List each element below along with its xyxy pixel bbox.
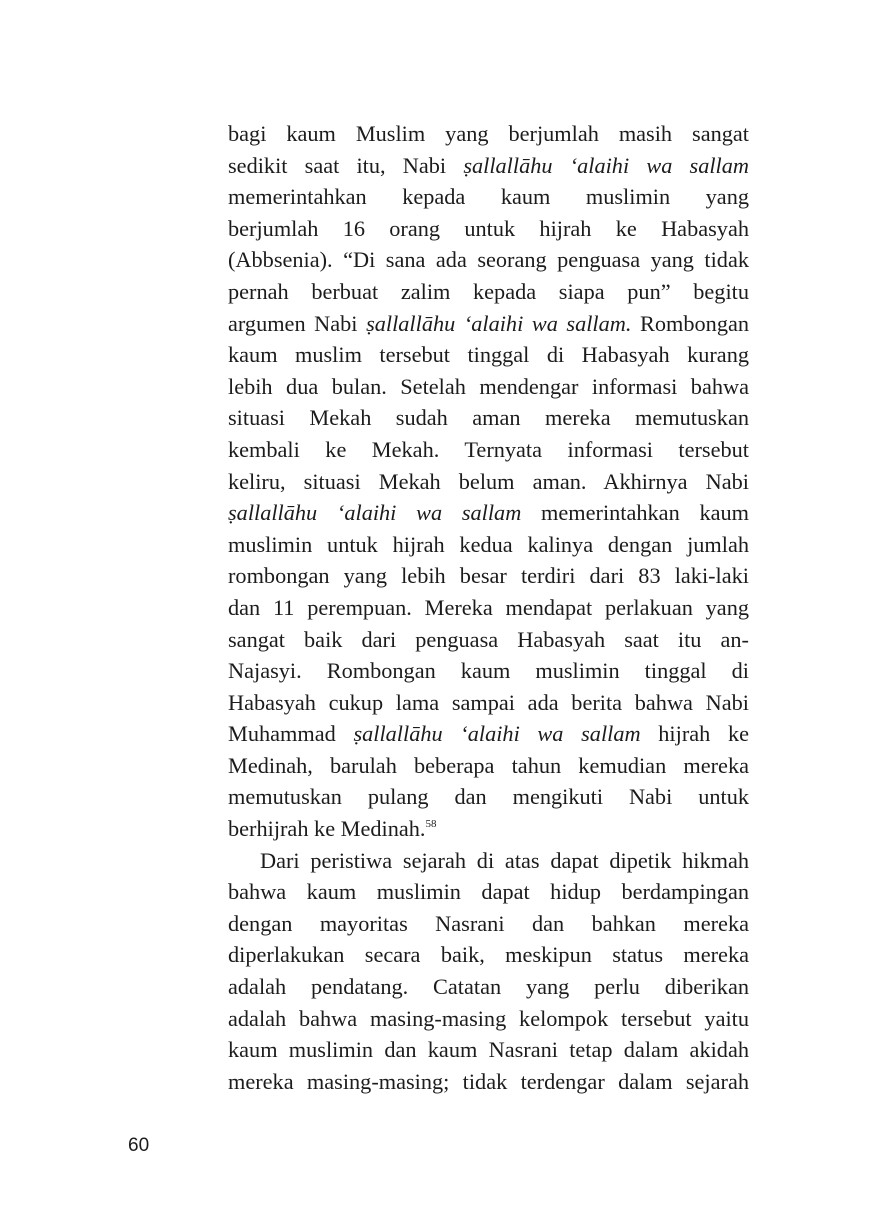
page-number: 60 [128,1135,150,1156]
text-line: situasi Mekah sudah aman mereka memutuskan [228,405,749,431]
text-line: muslimin untuk hijrah kedua kalinya dengan jumlah [228,531,749,557]
text-line: diperlakukan secara baik, meskipun status mereka [228,942,749,968]
honorific-italic: ṣallallāhu ‘alaihi wa sallam [228,500,522,526]
text-line: berhijrah ke Medinah.$^{58}$ [228,816,437,842]
text-line: sangat baik dari penguasa Habasyah saat itu an- [228,626,749,652]
text-line: Medinah, barulah beberapa tahun kemudian mereka [228,752,749,778]
honorific-italic: ṣallallāhu ‘alaihi wa sallam [463,152,749,178]
text-line: lebih dua bulan. Setelah mendengar informasi bahwa [228,373,749,399]
paragraph [228,118,749,845]
text-line: dan 11 perempuan. Mereka mendapat perlakuan yang [228,594,749,620]
text-line: kembali ke Mekah. Ternyata informasi tersebut [228,436,749,462]
honorific-italic: ṣallallāhu ‘alaihi wa sallam. [366,310,632,336]
text-line: Muhammad ṣallallāhu ‘alaihi wa sallam hijrah ke [228,721,750,747]
text-line: bahwa kaum muslimin dapat hidup berdampingan [228,879,749,905]
text-line: sedikit saat itu, Nabi ṣallallāhu ‘alaihi wa sallam [228,152,749,178]
text-line: memutuskan pulang dan mengikuti Nabi untuk [228,784,749,810]
text-line: ṣallallāhu ‘alaihi wa sallam memerintahkan kaum [228,500,749,526]
text-line: rombongan yang lebih besar terdiri dari 83 laki-laki [228,563,749,589]
text-line: dengan mayoritas Nasrani dan bahkan mereka [228,910,749,936]
text-line: adalah bahwa masing-masing kelompok tersebut yaitu [228,1005,749,1031]
text-line: (Abbsenia). “Di sana ada seorang penguasa yang tidak [228,247,749,273]
text-line: mereka masing-masing; tidak terdengar dalam sejarah [228,1068,749,1094]
text-line: adalah pendatang. Catatan yang perlu diberikan [228,974,749,1000]
body-text [228,118,749,1097]
text-line: bagi kaum Muslim yang berjumlah masih sangat [228,121,749,146]
text-line: keliru, situasi Mekah belum aman. Akhirnya Nabi [228,468,749,494]
text-line: pernah berbuat zalim kepada siapa pun” begitu [228,278,749,304]
honorific-italic: ṣallallāhu ‘alaihi wa sallam [353,721,641,747]
paragraph [228,845,749,1098]
text-line: kaum muslimin dan kaum Nasrani tetap dalam akidah [228,1037,749,1063]
text-line: berjumlah 16 orang untuk hijrah ke Habasyah [228,215,749,241]
text-line: memerintahkan kepada kaum muslimin yang [228,184,749,210]
footnote-reference: 58 [425,818,437,831]
text-line: Dari peristiwa sejarah di atas dapat dipetik hikmah [260,847,749,873]
text-line: Habasyah cukup lama sampai ada berita bahwa Nabi [228,689,749,715]
text-line: Najasyi. Rombongan kaum muslimin tinggal di [228,658,749,684]
text-line: kaum muslim tersebut tinggal di Habasyah kurang [228,342,749,368]
text-line: argumen Nabi ṣallallāhu ‘alaihi wa sallam. Rombongan [228,310,750,336]
